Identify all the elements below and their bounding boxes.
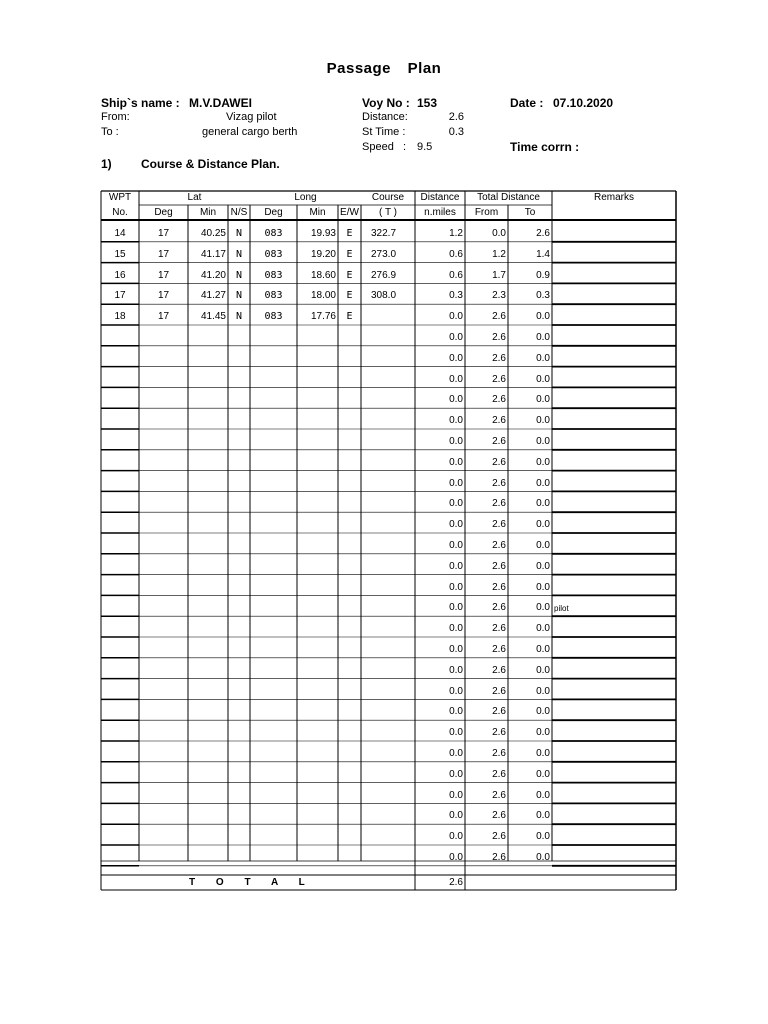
distance-cell: 0.0 [449, 810, 463, 822]
to-cell: 0.0 [536, 664, 550, 676]
header-wpt: WPT [108, 192, 132, 203]
to-cell: 0.0 [536, 644, 550, 655]
distance-cell: 0.0 [449, 560, 463, 572]
to-cell: 0.0 [536, 540, 550, 551]
to-cell: 0.0 [536, 352, 550, 364]
distance-cell: 0.0 [449, 623, 463, 635]
distance-cell: 0.0 [449, 748, 463, 759]
to-cell: 0.0 [536, 415, 550, 427]
course-cell: 308.0 [371, 290, 397, 302]
header-lat-min: Min [199, 207, 217, 218]
lat-min-cell: 40.25 [200, 228, 226, 239]
from-cell: 2.6 [492, 498, 506, 510]
header-long: Long [294, 192, 317, 203]
distance-cell: 0.0 [449, 311, 463, 323]
to-cell: 0.0 [536, 498, 550, 510]
from-cell: 2.3 [492, 290, 506, 302]
distance-cell: 0.0 [449, 664, 463, 676]
lat-deg-cell: 17 [157, 248, 170, 260]
speed-value: 9.5 [417, 141, 433, 153]
date-value: 07.10.2020 [553, 96, 614, 110]
ns-cell: N [235, 311, 243, 323]
long-deg-cell: 083 [264, 311, 283, 323]
date-label: Date : [510, 96, 544, 110]
distance-cell: 0.0 [449, 831, 463, 843]
from-cell: 2.6 [492, 332, 506, 343]
distance-cell: 0.0 [449, 332, 463, 343]
header-lat-deg: Deg [154, 207, 173, 218]
distance-label: Distance: [362, 111, 408, 123]
from-cell: 0.0 [492, 228, 506, 239]
lat-min-cell: 41.27 [200, 290, 226, 302]
to-cell: 0.3 [536, 290, 550, 302]
course-cell: 273.0 [371, 248, 397, 260]
ns-cell: N [235, 228, 243, 239]
wpt-cell: 18 [114, 311, 126, 323]
to-cell: 0.0 [536, 436, 550, 447]
to-cell: 0.0 [536, 810, 550, 822]
header-total-distance: Total Distance [477, 192, 540, 203]
to-cell: 2.6 [536, 228, 550, 239]
from-cell: 2.6 [492, 540, 506, 551]
total-value: 2.6 [449, 877, 463, 888]
from-cell: 2.6 [492, 623, 506, 635]
distance-cell: 0.0 [449, 706, 463, 718]
from-cell: 2.6 [492, 831, 506, 843]
ns-cell: N [235, 248, 243, 260]
st-time-value: 0.3 [448, 126, 464, 138]
long-min-cell: 18.60 [310, 269, 336, 281]
from-cell: 2.6 [492, 602, 506, 614]
header-nmiles: n.miles [424, 207, 456, 218]
distance-cell: 0.0 [449, 768, 463, 780]
distance-cell: 0.3 [449, 290, 463, 302]
to-cell: 0.0 [536, 685, 550, 697]
long-min-cell: 19.93 [310, 228, 336, 239]
from-cell: 1.2 [492, 248, 506, 260]
from-cell: 2.6 [492, 560, 506, 572]
header-lat: Lat [187, 192, 202, 203]
to-cell: 0.0 [536, 789, 550, 801]
header-long-min: Min [309, 207, 326, 218]
section-title: Course & Distance Plan. [141, 157, 280, 171]
distance-cell: 0.0 [449, 581, 463, 593]
from-cell: 2.6 [492, 352, 506, 364]
header-from: From [474, 207, 499, 218]
long-deg-cell: 083 [264, 248, 283, 260]
to-cell: 0.0 [536, 623, 550, 635]
long-min-cell: 18.00 [310, 290, 336, 302]
from-value: Vizag pilot [226, 111, 277, 123]
time-corrn-label: Time corrn : [510, 140, 580, 154]
from-cell: 2.6 [492, 581, 506, 593]
to-cell: 0.0 [536, 748, 550, 759]
to-cell: 0.0 [536, 394, 550, 406]
header-long-deg: Deg [264, 207, 283, 218]
distance-cell: 0.0 [449, 727, 463, 739]
to-cell: 0.9 [536, 269, 550, 281]
course-cell: 276.9 [371, 269, 397, 281]
lat-min-cell: 41.17 [200, 248, 226, 260]
ew-cell: E [346, 311, 353, 323]
to-cell: 0.0 [536, 602, 550, 614]
distance-value: 2.6 [448, 111, 464, 123]
long-deg-cell: 083 [264, 228, 283, 239]
to-cell: 0.0 [536, 581, 550, 593]
distance-cell: 0.0 [449, 352, 463, 364]
total-label: T O T A L [189, 877, 305, 888]
to-cell: 1.4 [536, 248, 550, 260]
to-cell: 0.0 [536, 831, 550, 843]
lat-min-cell: 41.20 [200, 269, 226, 281]
from-cell: 2.6 [492, 748, 506, 759]
to-cell: 0.0 [536, 332, 550, 343]
to-cell: 0.0 [536, 852, 550, 863]
course-cell: 322.7 [371, 228, 397, 239]
lat-deg-cell: 17 [157, 290, 170, 302]
to-cell: 0.0 [536, 727, 550, 739]
lat-deg-cell: 17 [157, 311, 170, 323]
from-cell: 2.6 [492, 644, 506, 655]
distance-cell: 0.0 [449, 373, 463, 385]
st-time-label: St Time : [362, 126, 406, 138]
to-cell: 0.0 [536, 373, 550, 385]
to-cell: 0.0 [536, 706, 550, 718]
from-cell: 2.6 [492, 415, 506, 427]
wpt-cell: 17 [114, 290, 126, 302]
page-title: Passage Plan [326, 60, 442, 77]
ew-cell: E [346, 269, 353, 281]
to-cell: 0.0 [536, 560, 550, 572]
header-distance: Distance [420, 192, 460, 203]
from-cell: 2.6 [492, 311, 506, 323]
distance-cell: 0.6 [449, 269, 463, 281]
header-ew: E/W [340, 207, 359, 218]
header-remarks: Remarks [593, 192, 634, 203]
distance-cell: 0.0 [449, 685, 463, 697]
header-no: No. [112, 207, 128, 218]
header-to: To [524, 207, 536, 218]
from-cell: 2.6 [492, 436, 506, 447]
to-value: general cargo berth [202, 126, 298, 138]
distance-cell: 0.0 [449, 415, 463, 427]
wpt-cell: 15 [114, 248, 126, 260]
ew-cell: E [346, 290, 353, 302]
from-cell: 2.6 [492, 727, 506, 739]
ship-name-value: M.V.DAWEI [189, 96, 252, 110]
from-cell: 2.6 [492, 394, 506, 406]
from-cell: 2.6 [492, 706, 506, 718]
header-course-t: ( T ) [379, 207, 397, 218]
distance-cell: 0.0 [449, 540, 463, 551]
ship-name-label: Ship`s name : [101, 96, 180, 110]
from-cell: 2.6 [492, 810, 506, 822]
from-cell: 2.6 [492, 519, 506, 531]
distance-cell: 0.0 [449, 436, 463, 447]
long-min-cell: 17.76 [310, 311, 336, 323]
from-cell: 1.7 [492, 269, 506, 281]
wpt-cell: 16 [114, 269, 126, 281]
lat-min-cell: 41.45 [200, 311, 226, 323]
speed-label: Speed : [362, 141, 407, 153]
header-course: Course [371, 192, 405, 203]
distance-cell: 1.2 [449, 228, 463, 239]
to-cell: 0.0 [536, 311, 550, 323]
distance-cell: 0.0 [449, 789, 463, 801]
long-min-cell: 19.20 [310, 248, 336, 260]
from-cell: 2.6 [492, 664, 506, 676]
to-cell: 0.0 [536, 456, 550, 468]
distance-cell: 0.0 [449, 477, 463, 489]
ns-cell: N [235, 290, 243, 302]
long-deg-cell: 083 [264, 269, 283, 281]
from-cell: 2.6 [492, 685, 506, 697]
distance-cell: 0.0 [449, 852, 463, 863]
from-cell: 2.6 [492, 768, 506, 780]
wpt-cell: 14 [114, 228, 126, 239]
remarks-cell: pilot [554, 604, 569, 614]
distance-cell: 0.0 [449, 394, 463, 406]
long-deg-cell: 083 [264, 290, 283, 302]
lat-deg-cell: 17 [157, 269, 170, 281]
voy-no-value: 153 [417, 96, 438, 110]
ew-cell: E [346, 248, 353, 260]
voy-no-label: Voy No : [362, 96, 410, 110]
distance-cell: 0.0 [449, 519, 463, 531]
ns-cell: N [235, 269, 243, 281]
ew-cell: E [346, 228, 353, 239]
from-cell: 2.6 [492, 456, 506, 468]
header-ns: N/S [230, 207, 248, 218]
distance-cell: 0.6 [449, 248, 463, 260]
distance-cell: 0.0 [449, 498, 463, 510]
lat-deg-cell: 17 [157, 228, 170, 239]
from-label: From: [101, 111, 130, 123]
to-cell: 0.0 [536, 477, 550, 489]
to-label: To : [101, 126, 119, 138]
to-cell: 0.0 [536, 768, 550, 780]
section-number: 1) [101, 157, 112, 171]
distance-cell: 0.0 [449, 602, 463, 614]
distance-cell: 0.0 [449, 644, 463, 655]
from-cell: 2.6 [492, 373, 506, 385]
to-cell: 0.0 [536, 519, 550, 531]
from-cell: 2.6 [492, 852, 506, 863]
from-cell: 2.6 [492, 789, 506, 801]
distance-cell: 0.0 [449, 456, 463, 468]
from-cell: 2.6 [492, 477, 506, 489]
